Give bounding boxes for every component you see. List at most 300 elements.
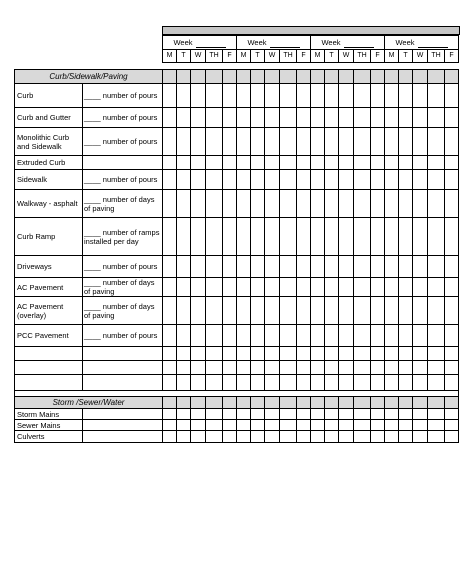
day-entry-cell[interactable]: [339, 361, 354, 375]
day-entry-cell[interactable]: [206, 218, 223, 256]
day-entry-cell[interactable]: [163, 156, 177, 170]
day-entry-cell[interactable]: [206, 278, 223, 297]
day-entry-cell[interactable]: [445, 431, 459, 443]
day-entry-cell[interactable]: [325, 297, 339, 325]
day-entry-cell[interactable]: [280, 218, 297, 256]
day-entry-cell[interactable]: [163, 375, 177, 391]
day-entry-cell[interactable]: [163, 190, 177, 218]
day-entry-cell[interactable]: [251, 375, 265, 391]
day-entry-cell[interactable]: [237, 325, 251, 347]
day-entry-cell[interactable]: [354, 190, 371, 218]
day-entry-cell[interactable]: [223, 278, 237, 297]
day-entry-cell[interactable]: [223, 190, 237, 218]
day-entry-cell[interactable]: [311, 190, 325, 218]
day-entry-cell[interactable]: [177, 190, 191, 218]
day-entry-cell[interactable]: [399, 84, 413, 108]
day-entry-cell[interactable]: [311, 420, 325, 431]
day-entry-cell[interactable]: [428, 409, 445, 420]
day-entry-cell[interactable]: [297, 278, 311, 297]
day-entry-cell[interactable]: [385, 170, 399, 190]
day-entry-cell[interactable]: [399, 218, 413, 256]
day-entry-cell[interactable]: [371, 218, 385, 256]
day-entry-cell[interactable]: [339, 409, 354, 420]
day-entry-cell[interactable]: [354, 297, 371, 325]
day-entry-cell[interactable]: [371, 375, 385, 391]
day-entry-cell[interactable]: [280, 409, 297, 420]
day-entry-cell[interactable]: [191, 256, 206, 278]
day-entry-cell[interactable]: [371, 84, 385, 108]
unit-field[interactable]: [83, 361, 163, 375]
day-entry-cell[interactable]: [399, 128, 413, 156]
day-entry-cell[interactable]: [265, 361, 280, 375]
day-entry-cell[interactable]: [177, 156, 191, 170]
day-entry-cell[interactable]: [223, 347, 237, 361]
day-entry-cell[interactable]: [163, 278, 177, 297]
day-entry-cell[interactable]: [325, 347, 339, 361]
day-entry-cell[interactable]: [206, 420, 223, 431]
day-entry-cell[interactable]: [339, 156, 354, 170]
day-entry-cell[interactable]: [311, 84, 325, 108]
day-entry-cell[interactable]: [177, 278, 191, 297]
day-entry-cell[interactable]: [354, 375, 371, 391]
day-entry-cell[interactable]: [206, 190, 223, 218]
day-entry-cell[interactable]: [251, 431, 265, 443]
day-entry-cell[interactable]: [280, 84, 297, 108]
day-entry-cell[interactable]: [371, 190, 385, 218]
unit-field[interactable]: ____ number of pours: [83, 170, 163, 190]
day-entry-cell[interactable]: [339, 297, 354, 325]
day-entry-cell[interactable]: [251, 347, 265, 361]
day-entry-cell[interactable]: [371, 361, 385, 375]
unit-field[interactable]: ____ number of ramps installed per day: [83, 218, 163, 256]
day-entry-cell[interactable]: [297, 431, 311, 443]
day-entry-cell[interactable]: [163, 431, 177, 443]
day-entry-cell[interactable]: [413, 128, 428, 156]
day-entry-cell[interactable]: [206, 297, 223, 325]
day-entry-cell[interactable]: [385, 256, 399, 278]
day-entry-cell[interactable]: [237, 256, 251, 278]
day-entry-cell[interactable]: [445, 170, 459, 190]
day-entry-cell[interactable]: [223, 431, 237, 443]
day-entry-cell[interactable]: [428, 190, 445, 218]
day-entry-cell[interactable]: [428, 156, 445, 170]
day-entry-cell[interactable]: [237, 361, 251, 375]
day-entry-cell[interactable]: [399, 297, 413, 325]
day-entry-cell[interactable]: [371, 347, 385, 361]
day-entry-cell[interactable]: [223, 170, 237, 190]
day-entry-cell[interactable]: [191, 361, 206, 375]
day-entry-cell[interactable]: [251, 361, 265, 375]
day-entry-cell[interactable]: [325, 361, 339, 375]
day-entry-cell[interactable]: [223, 420, 237, 431]
day-entry-cell[interactable]: [354, 108, 371, 128]
day-entry-cell[interactable]: [325, 156, 339, 170]
day-entry-cell[interactable]: [311, 297, 325, 325]
day-entry-cell[interactable]: [339, 256, 354, 278]
day-entry-cell[interactable]: [265, 108, 280, 128]
day-entry-cell[interactable]: [428, 361, 445, 375]
day-entry-cell[interactable]: [191, 325, 206, 347]
day-entry-cell[interactable]: [177, 218, 191, 256]
day-entry-cell[interactable]: [265, 375, 280, 391]
day-entry-cell[interactable]: [265, 347, 280, 361]
day-entry-cell[interactable]: [399, 190, 413, 218]
day-entry-cell[interactable]: [237, 420, 251, 431]
day-entry-cell[interactable]: [354, 278, 371, 297]
unit-field[interactable]: ____ number of pours: [83, 84, 163, 108]
day-entry-cell[interactable]: [297, 361, 311, 375]
day-entry-cell[interactable]: [265, 190, 280, 218]
day-entry-cell[interactable]: [191, 297, 206, 325]
day-entry-cell[interactable]: [445, 297, 459, 325]
day-entry-cell[interactable]: [251, 128, 265, 156]
day-entry-cell[interactable]: [280, 420, 297, 431]
day-entry-cell[interactable]: [413, 278, 428, 297]
day-entry-cell[interactable]: [311, 409, 325, 420]
day-entry-cell[interactable]: [385, 409, 399, 420]
day-entry-cell[interactable]: [163, 297, 177, 325]
day-entry-cell[interactable]: [206, 375, 223, 391]
day-entry-cell[interactable]: [445, 420, 459, 431]
day-entry-cell[interactable]: [428, 256, 445, 278]
day-entry-cell[interactable]: [237, 108, 251, 128]
day-entry-cell[interactable]: [354, 361, 371, 375]
day-entry-cell[interactable]: [311, 361, 325, 375]
day-entry-cell[interactable]: [371, 278, 385, 297]
day-entry-cell[interactable]: [445, 128, 459, 156]
day-entry-cell[interactable]: [385, 431, 399, 443]
day-entry-cell[interactable]: [354, 325, 371, 347]
day-entry-cell[interactable]: [223, 84, 237, 108]
day-entry-cell[interactable]: [325, 108, 339, 128]
day-entry-cell[interactable]: [163, 361, 177, 375]
day-entry-cell[interactable]: [251, 156, 265, 170]
day-entry-cell[interactable]: [413, 375, 428, 391]
day-entry-cell[interactable]: [251, 278, 265, 297]
day-entry-cell[interactable]: [177, 347, 191, 361]
day-entry-cell[interactable]: [206, 431, 223, 443]
day-entry-cell[interactable]: [237, 128, 251, 156]
day-entry-cell[interactable]: [297, 297, 311, 325]
unit-field[interactable]: ____ number of days of paving: [83, 190, 163, 218]
day-entry-cell[interactable]: [311, 278, 325, 297]
day-entry-cell[interactable]: [325, 128, 339, 156]
day-entry-cell[interactable]: [177, 375, 191, 391]
day-entry-cell[interactable]: [297, 84, 311, 108]
day-entry-cell[interactable]: [297, 409, 311, 420]
day-entry-cell[interactable]: [371, 297, 385, 325]
day-entry-cell[interactable]: [371, 431, 385, 443]
day-entry-cell[interactable]: [339, 170, 354, 190]
day-entry-cell[interactable]: [445, 361, 459, 375]
day-entry-cell[interactable]: [339, 431, 354, 443]
day-entry-cell[interactable]: [428, 325, 445, 347]
unit-field[interactable]: ____ number of pours: [83, 108, 163, 128]
day-entry-cell[interactable]: [191, 409, 206, 420]
day-entry-cell[interactable]: [399, 347, 413, 361]
day-entry-cell[interactable]: [371, 108, 385, 128]
day-entry-cell[interactable]: [206, 156, 223, 170]
day-entry-cell[interactable]: [280, 347, 297, 361]
day-entry-cell[interactable]: [399, 431, 413, 443]
day-entry-cell[interactable]: [339, 218, 354, 256]
day-entry-cell[interactable]: [428, 84, 445, 108]
day-entry-cell[interactable]: [413, 431, 428, 443]
day-entry-cell[interactable]: [413, 156, 428, 170]
day-entry-cell[interactable]: [445, 108, 459, 128]
day-entry-cell[interactable]: [280, 108, 297, 128]
day-entry-cell[interactable]: [223, 375, 237, 391]
day-entry-cell[interactable]: [191, 375, 206, 391]
day-entry-cell[interactable]: [339, 347, 354, 361]
day-entry-cell[interactable]: [280, 156, 297, 170]
day-entry-cell[interactable]: [280, 375, 297, 391]
day-entry-cell[interactable]: [191, 420, 206, 431]
day-entry-cell[interactable]: [191, 278, 206, 297]
day-entry-cell[interactable]: [177, 297, 191, 325]
day-entry-cell[interactable]: [325, 431, 339, 443]
day-entry-cell[interactable]: [311, 256, 325, 278]
day-entry-cell[interactable]: [265, 256, 280, 278]
day-entry-cell[interactable]: [251, 297, 265, 325]
day-entry-cell[interactable]: [354, 170, 371, 190]
day-entry-cell[interactable]: [311, 156, 325, 170]
day-entry-cell[interactable]: [265, 325, 280, 347]
day-entry-cell[interactable]: [399, 170, 413, 190]
day-entry-cell[interactable]: [177, 170, 191, 190]
day-entry-cell[interactable]: [163, 218, 177, 256]
day-entry-cell[interactable]: [191, 128, 206, 156]
day-entry-cell[interactable]: [339, 375, 354, 391]
day-entry-cell[interactable]: [311, 347, 325, 361]
day-entry-cell[interactable]: [223, 218, 237, 256]
day-entry-cell[interactable]: [280, 278, 297, 297]
day-entry-cell[interactable]: [325, 420, 339, 431]
day-entry-cell[interactable]: [280, 297, 297, 325]
day-entry-cell[interactable]: [428, 170, 445, 190]
day-entry-cell[interactable]: [251, 170, 265, 190]
day-entry-cell[interactable]: [325, 170, 339, 190]
day-entry-cell[interactable]: [428, 297, 445, 325]
day-entry-cell[interactable]: [297, 420, 311, 431]
day-entry-cell[interactable]: [428, 375, 445, 391]
day-entry-cell[interactable]: [265, 218, 280, 256]
day-entry-cell[interactable]: [206, 128, 223, 156]
day-entry-cell[interactable]: [265, 170, 280, 190]
day-entry-cell[interactable]: [339, 278, 354, 297]
day-entry-cell[interactable]: [191, 84, 206, 108]
day-entry-cell[interactable]: [191, 431, 206, 443]
day-entry-cell[interactable]: [265, 156, 280, 170]
unit-field[interactable]: [83, 431, 163, 443]
day-entry-cell[interactable]: [251, 409, 265, 420]
day-entry-cell[interactable]: [325, 256, 339, 278]
day-entry-cell[interactable]: [339, 190, 354, 218]
day-entry-cell[interactable]: [177, 361, 191, 375]
day-entry-cell[interactable]: [163, 325, 177, 347]
day-entry-cell[interactable]: [206, 325, 223, 347]
day-entry-cell[interactable]: [428, 128, 445, 156]
day-entry-cell[interactable]: [223, 256, 237, 278]
day-entry-cell[interactable]: [385, 156, 399, 170]
day-entry-cell[interactable]: [237, 278, 251, 297]
day-entry-cell[interactable]: [311, 218, 325, 256]
day-entry-cell[interactable]: [297, 256, 311, 278]
day-entry-cell[interactable]: [311, 170, 325, 190]
day-entry-cell[interactable]: [445, 325, 459, 347]
day-entry-cell[interactable]: [371, 409, 385, 420]
unit-field[interactable]: ____ number of days of paving: [83, 297, 163, 325]
day-entry-cell[interactable]: [163, 256, 177, 278]
day-entry-cell[interactable]: [385, 278, 399, 297]
day-entry-cell[interactable]: [399, 361, 413, 375]
day-entry-cell[interactable]: [445, 278, 459, 297]
day-entry-cell[interactable]: [371, 420, 385, 431]
day-entry-cell[interactable]: [325, 218, 339, 256]
day-entry-cell[interactable]: [385, 84, 399, 108]
day-entry-cell[interactable]: [297, 170, 311, 190]
day-entry-cell[interactable]: [445, 375, 459, 391]
day-entry-cell[interactable]: [445, 256, 459, 278]
day-entry-cell[interactable]: [385, 297, 399, 325]
day-entry-cell[interactable]: [354, 84, 371, 108]
day-entry-cell[interactable]: [325, 278, 339, 297]
day-entry-cell[interactable]: [385, 108, 399, 128]
day-entry-cell[interactable]: [265, 297, 280, 325]
day-entry-cell[interactable]: [280, 170, 297, 190]
day-entry-cell[interactable]: [280, 128, 297, 156]
day-entry-cell[interactable]: [163, 170, 177, 190]
day-entry-cell[interactable]: [385, 375, 399, 391]
day-entry-cell[interactable]: [311, 431, 325, 443]
day-entry-cell[interactable]: [385, 128, 399, 156]
day-entry-cell[interactable]: [191, 190, 206, 218]
day-entry-cell[interactable]: [413, 84, 428, 108]
unit-field[interactable]: ____ number of days of paving: [83, 278, 163, 297]
day-entry-cell[interactable]: [413, 190, 428, 218]
day-entry-cell[interactable]: [251, 84, 265, 108]
day-entry-cell[interactable]: [339, 420, 354, 431]
day-entry-cell[interactable]: [251, 218, 265, 256]
day-entry-cell[interactable]: [413, 170, 428, 190]
day-entry-cell[interactable]: [339, 84, 354, 108]
day-entry-cell[interactable]: [265, 420, 280, 431]
day-entry-cell[interactable]: [177, 431, 191, 443]
day-entry-cell[interactable]: [223, 361, 237, 375]
day-entry-cell[interactable]: [385, 420, 399, 431]
day-entry-cell[interactable]: [191, 108, 206, 128]
day-entry-cell[interactable]: [325, 325, 339, 347]
day-entry-cell[interactable]: [177, 128, 191, 156]
day-entry-cell[interactable]: [251, 256, 265, 278]
day-entry-cell[interactable]: [177, 325, 191, 347]
day-entry-cell[interactable]: [237, 218, 251, 256]
day-entry-cell[interactable]: [265, 409, 280, 420]
day-entry-cell[interactable]: [354, 128, 371, 156]
day-entry-cell[interactable]: [311, 325, 325, 347]
day-entry-cell[interactable]: [191, 218, 206, 256]
day-entry-cell[interactable]: [206, 108, 223, 128]
day-entry-cell[interactable]: [191, 170, 206, 190]
day-entry-cell[interactable]: [445, 156, 459, 170]
day-entry-cell[interactable]: [223, 325, 237, 347]
day-entry-cell[interactable]: [237, 156, 251, 170]
day-entry-cell[interactable]: [280, 361, 297, 375]
day-entry-cell[interactable]: [297, 375, 311, 391]
day-entry-cell[interactable]: [163, 347, 177, 361]
day-entry-cell[interactable]: [265, 128, 280, 156]
day-entry-cell[interactable]: [339, 108, 354, 128]
unit-field[interactable]: [83, 375, 163, 391]
day-entry-cell[interactable]: [206, 170, 223, 190]
day-entry-cell[interactable]: [325, 375, 339, 391]
day-entry-cell[interactable]: [163, 420, 177, 431]
day-entry-cell[interactable]: [325, 84, 339, 108]
day-entry-cell[interactable]: [280, 431, 297, 443]
unit-field[interactable]: [83, 347, 163, 361]
unit-field[interactable]: ____ number of pours: [83, 256, 163, 278]
day-entry-cell[interactable]: [413, 297, 428, 325]
unit-field[interactable]: [83, 409, 163, 420]
day-entry-cell[interactable]: [237, 431, 251, 443]
day-entry-cell[interactable]: [385, 347, 399, 361]
day-entry-cell[interactable]: [297, 347, 311, 361]
day-entry-cell[interactable]: [399, 108, 413, 128]
day-entry-cell[interactable]: [428, 420, 445, 431]
unit-field[interactable]: [83, 156, 163, 170]
day-entry-cell[interactable]: [177, 420, 191, 431]
day-entry-cell[interactable]: [354, 156, 371, 170]
day-entry-cell[interactable]: [163, 108, 177, 128]
day-entry-cell[interactable]: [354, 409, 371, 420]
day-entry-cell[interactable]: [265, 278, 280, 297]
day-entry-cell[interactable]: [206, 84, 223, 108]
day-entry-cell[interactable]: [297, 128, 311, 156]
day-entry-cell[interactable]: [354, 347, 371, 361]
day-entry-cell[interactable]: [445, 347, 459, 361]
day-entry-cell[interactable]: [371, 170, 385, 190]
day-entry-cell[interactable]: [371, 156, 385, 170]
unit-field[interactable]: ____ number of pours: [83, 325, 163, 347]
day-entry-cell[interactable]: [399, 325, 413, 347]
day-entry-cell[interactable]: [325, 409, 339, 420]
day-entry-cell[interactable]: [339, 325, 354, 347]
day-entry-cell[interactable]: [297, 190, 311, 218]
day-entry-cell[interactable]: [399, 420, 413, 431]
day-entry-cell[interactable]: [413, 361, 428, 375]
day-entry-cell[interactable]: [237, 297, 251, 325]
day-entry-cell[interactable]: [413, 108, 428, 128]
day-entry-cell[interactable]: [311, 375, 325, 391]
day-entry-cell[interactable]: [354, 218, 371, 256]
day-entry-cell[interactable]: [237, 190, 251, 218]
day-entry-cell[interactable]: [177, 256, 191, 278]
day-entry-cell[interactable]: [297, 108, 311, 128]
day-entry-cell[interactable]: [223, 108, 237, 128]
day-entry-cell[interactable]: [385, 190, 399, 218]
day-entry-cell[interactable]: [413, 409, 428, 420]
day-entry-cell[interactable]: [428, 347, 445, 361]
day-entry-cell[interactable]: [237, 409, 251, 420]
day-entry-cell[interactable]: [237, 170, 251, 190]
day-entry-cell[interactable]: [206, 361, 223, 375]
day-entry-cell[interactable]: [280, 256, 297, 278]
day-entry-cell[interactable]: [399, 375, 413, 391]
day-entry-cell[interactable]: [371, 128, 385, 156]
day-entry-cell[interactable]: [311, 128, 325, 156]
day-entry-cell[interactable]: [385, 361, 399, 375]
day-entry-cell[interactable]: [206, 409, 223, 420]
